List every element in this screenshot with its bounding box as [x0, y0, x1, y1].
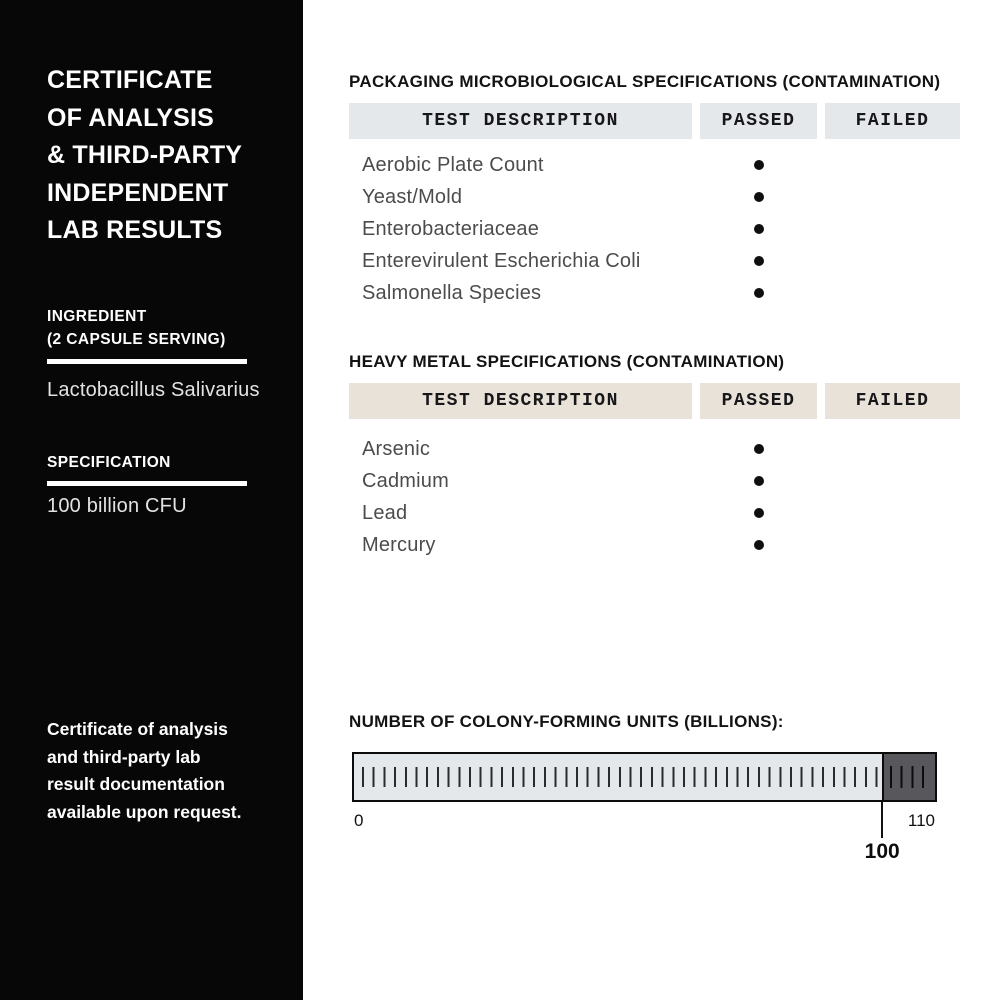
failed-cell [825, 181, 960, 213]
passed-dot [754, 160, 764, 170]
gauge-max-label: 110 [907, 811, 935, 830]
cfu-gauge-title: NUMBER OF COLONY-FORMING UNITS (BILLIONS): [349, 712, 784, 731]
failed-cell [825, 149, 960, 181]
ingredient-underline [47, 359, 247, 364]
ingredient-label-line: INGREDIENT [47, 308, 147, 325]
title-line: LAB RESULTS [47, 216, 223, 244]
footnote-line: available upon request. [47, 801, 242, 822]
heavy-metal-table-header-row [349, 383, 960, 419]
table-row [349, 497, 960, 529]
failed-cell [825, 465, 960, 497]
failed-cell [825, 245, 960, 277]
test-name-cell: Salmonella Species [362, 281, 542, 304]
table-row [349, 465, 960, 497]
failed-cell [825, 433, 960, 465]
failed-cell [825, 497, 960, 529]
gauge-scale-labels [354, 811, 935, 831]
passed-cell [700, 181, 817, 213]
table-row [349, 277, 960, 309]
title-line: CERTIFICATE [47, 66, 213, 94]
footnote-line: Certificate of analysis [47, 719, 228, 739]
passed-cell [700, 465, 817, 497]
passed-dot [754, 444, 764, 454]
packaging-table-header-row [349, 103, 960, 139]
passed-cell [700, 497, 817, 529]
passed-dot [754, 192, 764, 202]
sidebar [0, 0, 303, 1000]
passed-dot [754, 288, 764, 298]
specification-value: 100 billion CFU [47, 495, 187, 517]
passed-cell [700, 529, 817, 561]
table-row [349, 433, 960, 465]
certificate-title [47, 62, 242, 250]
gauge-overflow-segment [882, 752, 937, 802]
gauge-overflow-ticks [890, 766, 930, 788]
failed-cell [825, 277, 960, 309]
heavy-metal-section-title: HEAVY METAL SPECIFICATIONS (CONTAMINATION) [349, 352, 785, 371]
passed-dot [754, 476, 764, 486]
specification-label: SPECIFICATION [47, 454, 171, 471]
passed-cell [700, 277, 817, 309]
table-row [349, 245, 960, 277]
footnote-line: result documentation [47, 774, 225, 795]
test-name-cell: Yeast/Mold [362, 185, 463, 208]
title-line: & THIRD-PARTY [47, 141, 243, 169]
availability-footnote [47, 716, 242, 826]
heavy-metal-table-rows [349, 433, 960, 561]
passed-cell [700, 245, 817, 277]
passed-cell [700, 433, 817, 465]
test-name-cell: Lead [362, 501, 408, 524]
passed-dot [754, 224, 764, 234]
title-line: OF ANALYSIS [47, 103, 215, 132]
column-header-passed: PASSED [700, 103, 817, 139]
passed-cell [700, 149, 817, 181]
column-header-passed: PASSED [700, 383, 817, 419]
table-row [349, 181, 960, 213]
test-name-cell: Cadmium [362, 469, 449, 492]
table-row [349, 213, 960, 245]
column-header-failed: FAILED [825, 383, 960, 419]
ingredient-value: Lactobacillus Salivarius [47, 379, 260, 401]
test-name-cell: Enterevirulent Escherichia Coli [362, 249, 641, 272]
gauge-min-label: 0 [354, 811, 364, 830]
test-name-cell: Arsenic [362, 437, 431, 460]
failed-cell [825, 213, 960, 245]
column-header-test-description: TEST DESCRIPTION [349, 383, 692, 419]
gauge-value-label: 100 [864, 840, 900, 863]
table-row [349, 529, 960, 561]
passed-cell [700, 213, 817, 245]
gauge-ticks [362, 767, 930, 787]
test-name-cell: Aerobic Plate Count [362, 153, 544, 176]
ingredient-label [47, 306, 226, 351]
table-row [349, 149, 960, 181]
test-name-cell: Enterobacteriaceae [362, 217, 540, 240]
cfu-gauge-bar [352, 752, 937, 863]
passed-dot [754, 508, 764, 518]
passed-dot [754, 540, 764, 550]
packaging-table-rows [349, 149, 960, 309]
passed-dot [754, 256, 764, 266]
test-name-cell: Mercury [362, 533, 436, 556]
column-header-test-description: TEST DESCRIPTION [349, 103, 692, 139]
failed-cell [825, 529, 960, 561]
footnote-line: and third-party lab [47, 746, 201, 767]
title-line: INDEPENDENT [47, 178, 229, 207]
specification-underline [47, 481, 247, 486]
packaging-section-title: PACKAGING MICROBIOLOGICAL SPECIFICATIONS (CONTAMINATION) [349, 72, 941, 91]
ingredient-label-line: (2 CAPSULE SERVING) [47, 330, 226, 348]
column-header-failed: FAILED [825, 103, 960, 139]
